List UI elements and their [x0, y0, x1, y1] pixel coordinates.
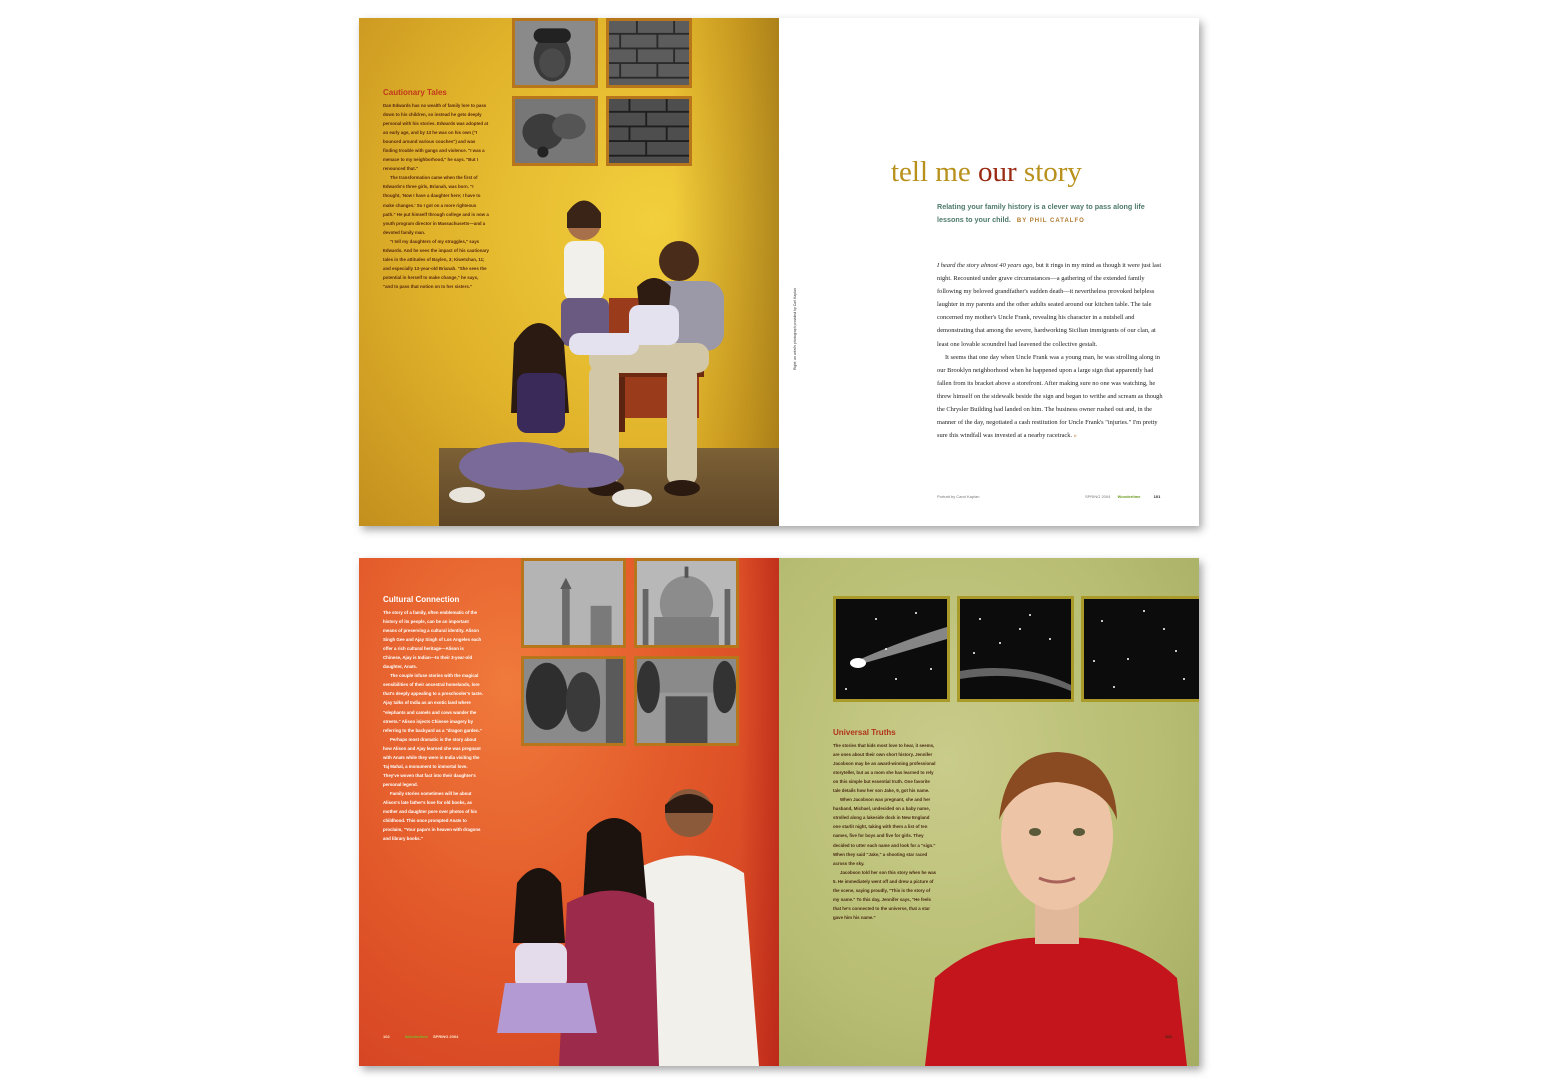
sidebar-body [833, 741, 937, 922]
photo-garden-trees [521, 656, 626, 746]
folio [383, 1034, 458, 1039]
sidebar-paragraph: The couple infuse stories with the magical sensibilities of their ancestral homelands, lore that's deeply appealing to a preschooler's taste. Ajay talks of India as an exotic land where "elephants and camels and cows wander the streets." Alison injects Chinese imagery by referring to the backyard as a "dragon garden." [383, 673, 483, 733]
folio-page-number: 102 [383, 1034, 390, 1039]
dek-text: Relating your family history is a clever way to pass along life lessons to your child. [937, 202, 1145, 224]
sidebar-body [383, 101, 489, 291]
photo-taj-dome [634, 558, 739, 648]
spread-top [359, 18, 1199, 526]
article-paragraph [937, 351, 1167, 443]
folio-season: SPRING 2004 [1085, 494, 1111, 499]
article-dek [937, 200, 1167, 228]
byline: BY PHIL CATALFO [1016, 218, 1085, 224]
folio-brand: Wondertime [404, 1034, 428, 1039]
article-lead-in: I heard the story almost 40 years ago, [937, 262, 1035, 269]
portrait-credit: Portrait by Carol Kaplan [937, 494, 980, 499]
page-103-green [779, 558, 1199, 1066]
photo-brick-wall-bottom [606, 96, 692, 166]
photo-reflecting-pool [634, 656, 739, 746]
folio [1085, 494, 1160, 499]
sidebar-paragraph: The stories that kids most love to hear, it seems, are ones about their own short history. Jennifer Jacobson may be an award-winning professional storyteller, but as a mom she has learned to rely on this simple but essential truth. One favorite tale details how her son Jake, 9, got his name. [833, 743, 936, 794]
article-p2-text: It seems that one day when Uncle Frank was a young man, he was strolling along in our Brooklyn neighborhood when he happened upon a large sign that apparently had fallen from its bracket above a storefront. After making sure no one was watching, he threw himself on the sidewalk beside the sign and began to writhe and scream as though the Chrysler Building had landed on him. The business owner rushed out and, in the manner of the day, negotiated a cash restitution for Uncle Frank's "injuries." I'm pretty sure this windfall was invested at a nearby racetrack. [937, 353, 1163, 440]
article-headline [891, 156, 1082, 189]
photo-minaret-sky [521, 558, 626, 648]
sidebar-title: Cautionary Tales [383, 88, 447, 97]
folio-page-number: 101 [1153, 494, 1161, 499]
article-p1-text: but it rings in my mind as though it were just last night. Recounted under grave circumstances—a gathering of the extended family following my beloved grandfather's sudden death—it nevertheless provoked helpless laughter in my parents and the other adults seated around our kitchen table. The tale concerned my mother's Uncle Frank, revealing his character in a nutshell and demonstrating that among the severe, hardworking Sicilian immigrants of our clan, at least one lovable scoundrel had leavened the collective gestalt. [937, 262, 1162, 348]
article-paragraph [937, 259, 1167, 351]
headline-part-1: tell me [891, 156, 971, 188]
sidebar-paragraph: "I tell my daughters of my struggles," says Edwards. And he sees the impact of his cautionary tales in the attitudes of Baylen, 3; Kiwetchan, 11; and especially 13-year-old Brianah. "She sees the potential in herself to make change," he says, "and to pass that notion on to her sisters." [383, 238, 489, 289]
folio-page-number: 103 [1165, 1034, 1172, 1039]
page-102-red [359, 558, 779, 1066]
taj-mahal-photo-grid [521, 558, 739, 746]
photo-comet-1 [833, 596, 950, 702]
sidebar-paragraph: The transformation came when the first of Edwards's three girls, Brianah, was born. "I thought, 'Now I have a daughter here; I have to make changes.' So I got on a more righteous path." He put himself through college and is now a youth program director in Massachusetts—and a devoted family man. [383, 175, 489, 235]
photo-boy-red-shirt [925, 728, 1199, 1066]
photo-comet-3 [1081, 596, 1199, 702]
page-101-white [779, 18, 1199, 526]
spread-bottom [359, 558, 1199, 1066]
folio-brand: Wondertime [1117, 494, 1141, 499]
sidebar-title: Universal Truths [833, 728, 896, 737]
sidebar-paragraph: When Jacobson was pregnant, she and her husband, Michael, undecided on a baby name, strolled along a lakeside dock in New England one starlit night, taking with them a list of ten names, five for boys and five for girls. They decided to utter each name and look for a "sign." When they said "Jake," a shooting star raced across the sky. [833, 797, 936, 866]
folio-season: SPRING 2004 [432, 1034, 459, 1039]
photo-brick-wall-top [606, 18, 692, 88]
sidebar-paragraph: Perhaps most dramatic is the story about how Alison and Ajay learned she was pregnant with Anaïs while they were in India visiting the Taj Mahal, a monument to immortal love. They've woven that fact into their daughter's personal legend. [383, 736, 481, 787]
photo-man-beanie [512, 18, 598, 88]
sidebar-title: Cultural Connection [383, 595, 460, 604]
photo-credit-vertical: Right: an artist's photograph provided by Carl Kaplan [793, 288, 797, 370]
continue-arrow-icon: » [1073, 432, 1077, 440]
sidebar-body [383, 608, 483, 843]
window-photo-grid [512, 18, 692, 166]
headline-accent-word: our [977, 156, 1017, 188]
comet-photo-strip [833, 596, 1199, 702]
sidebar-paragraph: Family stories sometimes will be about Alison's late father's love for old books, as mother and daughter pore over photos of his childhood. This once prompted Anaïs to proclaim, "Your papa's in heaven with dragons and library books." [383, 790, 481, 842]
headline-part-2: story [1023, 156, 1082, 188]
photo-comet-2 [957, 596, 1074, 702]
article-body [937, 259, 1167, 442]
photo-hands-beads [512, 96, 598, 166]
page-100-yellow [359, 18, 779, 526]
photo-singh-gee-family [479, 783, 779, 1066]
sidebar-paragraph: Jacobson told her son this story when he was 5. He immediately went off and drew a picture of the scene, saying proudly, "This is the story of my name." To this day, Jennifer says, "He feels that he's connected to the universe, that a star gave him his name." [833, 869, 937, 920]
sidebar-paragraph: Dan Edwards has no wealth of family lore to pass down to his children, so instead he gets deeply personal with his stories. Edwards was adopted at an early age, and by 13 he was on his own ("I bounced around various couches") and was finding trouble with gangs and violence. "I was a menace to my neighborhood," he says. "But I renounced that." [383, 103, 489, 172]
sidebar-paragraph: The story of a family, often emblematic of the history of its people, can be an important means of preserving a cultural identity. Alison Singh Gee and Ajay Singh of Los Angeles each offer a rich cultural heritage—Alison is Chinese, Ajay is Indian—to their 3-year-old daughter, Anaïs. [383, 610, 482, 670]
